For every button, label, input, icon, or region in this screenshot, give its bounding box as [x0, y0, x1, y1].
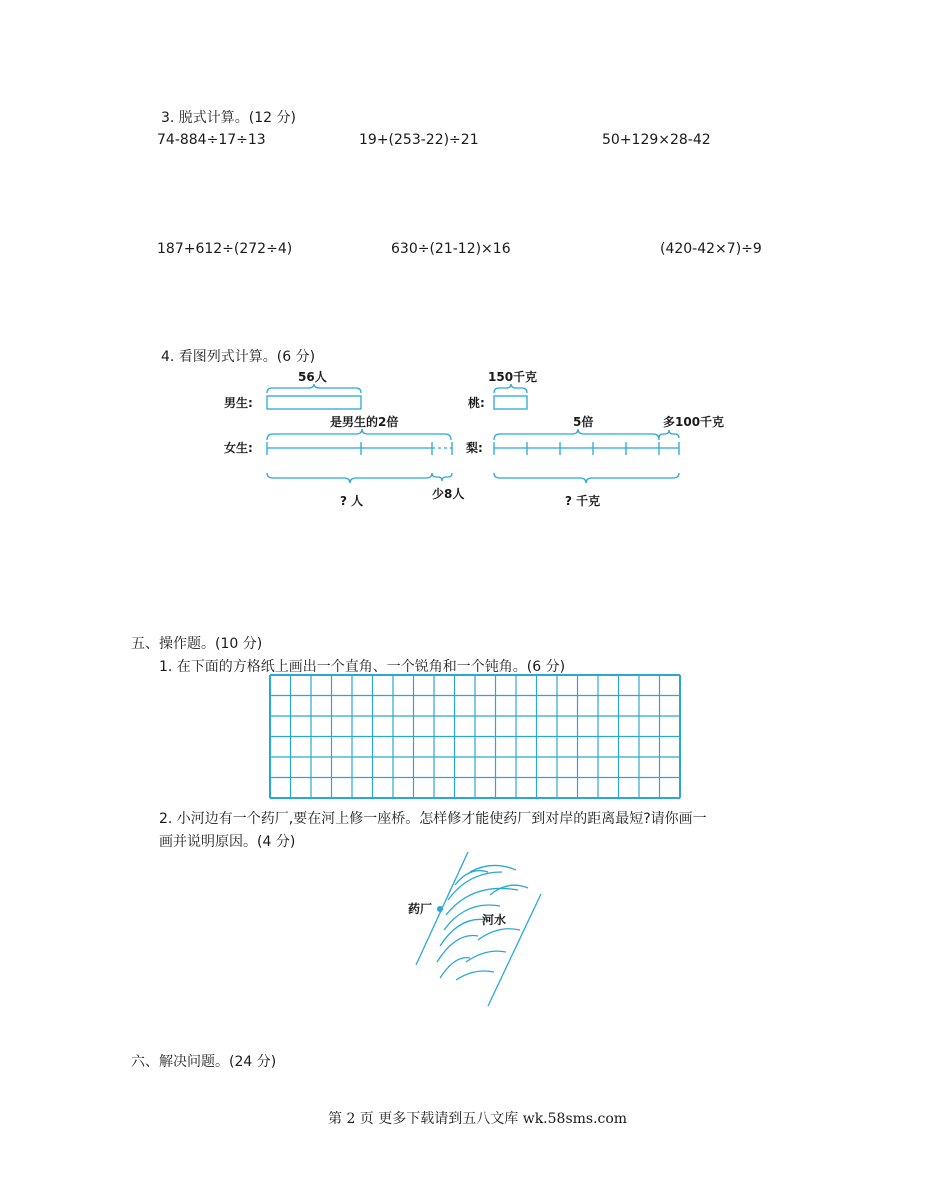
factory-point — [437, 906, 443, 912]
peach-value-label: 150千克 — [488, 370, 538, 384]
expression-6: (420-42×7)÷9 — [660, 241, 762, 257]
part-5-title: 五、操作题。(10 分) — [131, 636, 263, 652]
more-label: 多100千克 — [663, 415, 725, 429]
boys-label: 男生: — [224, 396, 253, 410]
pear-label: 梨: — [466, 441, 483, 455]
part-5-q2-line1: 2. 小河边有一个药厂,要在河上修一座桥。怎样修才能使药厂到对岸的距离最短?请你画一 — [159, 811, 707, 827]
expression-2: 19+(253-22)÷21 — [359, 132, 479, 148]
part-6-title: 六、解决问题。(24 分) — [131, 1054, 277, 1070]
part-5-q2-line2: 画并说明原因。(4 分) — [159, 834, 296, 850]
pear-question: ? 千克 — [565, 494, 601, 508]
river-label: 河水 — [482, 913, 507, 927]
page-footer: 第 2 页 更多下载请到五八文库 wk.58sms.com — [328, 1111, 628, 1127]
girls-question: ? 人 — [340, 494, 364, 508]
expression-3: 50+129×28-42 — [602, 132, 711, 148]
section-4-title: 4. 看图列式计算。(6 分) — [161, 349, 316, 365]
expression-1: 74-884÷17÷13 — [157, 132, 266, 148]
less-label: 少8人 — [432, 487, 465, 501]
times-label: 5倍 — [573, 415, 594, 429]
section-3-title: 3. 脱式计算。(12 分) — [161, 110, 296, 126]
part-5-q1: 1. 在下面的方格纸上画出一个直角、一个锐角和一个钝角。(6 分) — [159, 659, 566, 675]
expression-5: 630÷(21-12)×16 — [391, 241, 511, 257]
peach-label: 桃: — [468, 396, 485, 410]
relation-label: 是男生的2倍 — [330, 415, 399, 429]
expression-4: 187+612÷(272÷4) — [157, 241, 293, 257]
factory-label: 药厂 — [408, 902, 433, 916]
boys-value-label: 56人 — [298, 370, 327, 384]
girls-label: 女生: — [224, 441, 253, 455]
